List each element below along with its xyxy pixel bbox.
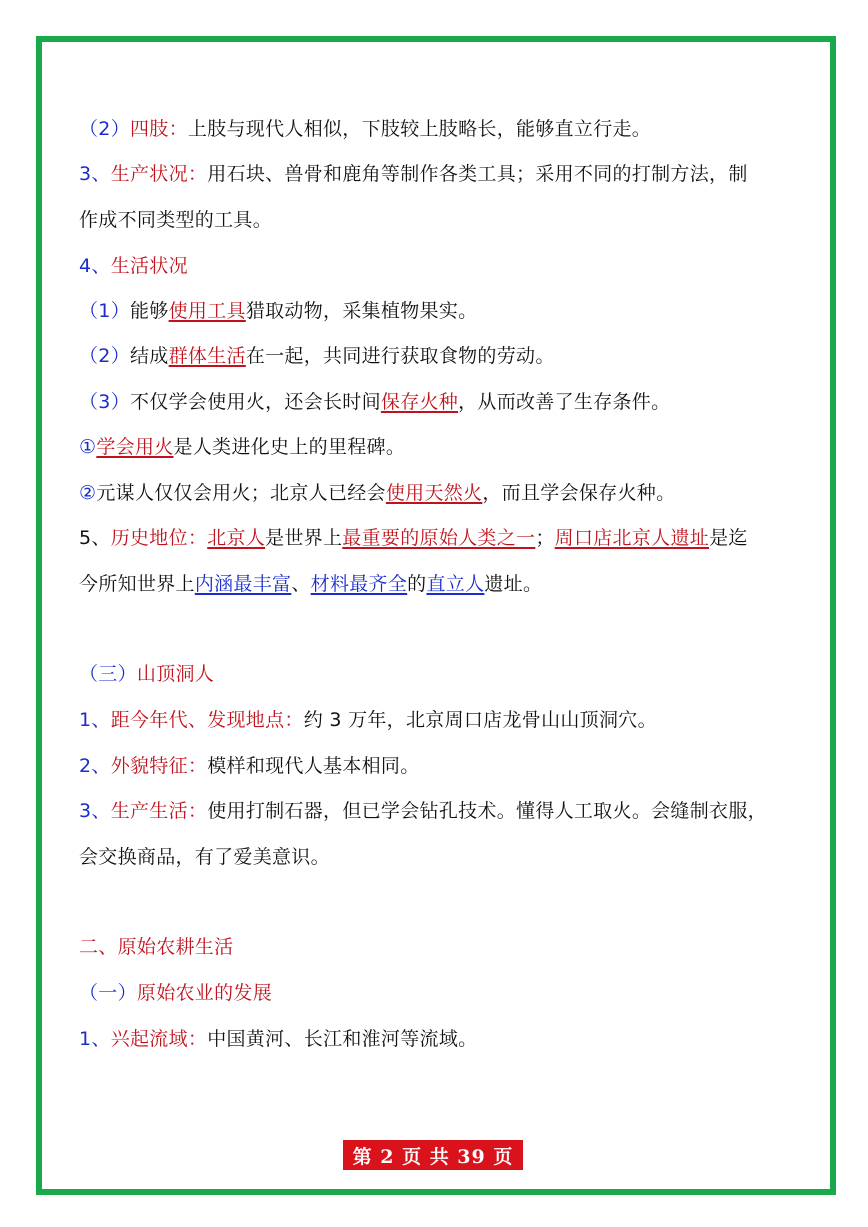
key-term: 使用工具 xyxy=(168,300,246,322)
circled-number: ① xyxy=(79,436,97,458)
key-term: 保存火种 xyxy=(380,391,459,413)
body-text: 用石块、兽骨和鹿角等制作各类工具；采用不同的打制方法，制 xyxy=(207,163,748,185)
body-text: 是世界上 xyxy=(265,527,343,549)
item-number: 3、 xyxy=(79,163,111,185)
body-text: 在一起，共同进行获取食物的劳动。 xyxy=(245,345,555,367)
text-line-production-cont xyxy=(79,208,272,232)
text-line-living-3 xyxy=(79,390,670,414)
body-text: 是迄 xyxy=(709,527,748,549)
text-line-production-life xyxy=(79,799,767,823)
page-number-text: 第 2 页 共 39 页 xyxy=(352,1145,514,1168)
item-number: （2） xyxy=(79,118,130,140)
section-label: 距今年代、发现地点： xyxy=(110,709,304,731)
text-line-historical-status xyxy=(79,526,748,550)
heading-agriculture-development xyxy=(79,981,272,1005)
key-term: 群体生活 xyxy=(168,345,246,367)
section-label: 兴起流域： xyxy=(110,1028,208,1050)
section-label: 山顶洞人 xyxy=(136,663,215,685)
body-text: 、 xyxy=(291,573,311,595)
section-heading: 二、原始农耕生活 xyxy=(79,936,234,958)
item-number: （2） xyxy=(79,345,130,367)
text-line-limbs xyxy=(79,117,651,141)
item-number: （1） xyxy=(79,300,130,322)
text-line-production xyxy=(79,162,748,186)
body-text: ，而且学会保存火种。 xyxy=(482,482,676,504)
section-label: 生产状况： xyxy=(110,163,208,185)
text-line-fire-milestone xyxy=(79,435,405,459)
body-text: 中国黄河、长江和淮河等流域。 xyxy=(207,1028,478,1050)
key-term: 直立人 xyxy=(426,573,485,595)
body-text: 会交换商品，有了爱美意识。 xyxy=(79,846,330,868)
key-term: 使用天然火 xyxy=(385,482,483,504)
text-line-fire-comparison xyxy=(79,481,675,505)
body-text: 猎取动物，采集植物果实。 xyxy=(245,300,478,322)
body-text: 结成 xyxy=(130,345,169,367)
item-number: 2、 xyxy=(79,755,111,777)
section-label: 生活状况 xyxy=(110,255,188,277)
section-label: 外貌特征： xyxy=(110,755,208,777)
body-text: 作成不同类型的工具。 xyxy=(79,209,273,231)
body-text: 使用打制石器，但已学会钻孔技术。懂得人工取火。会缝制衣服， xyxy=(207,800,767,822)
item-number: （三） xyxy=(79,663,137,685)
body-text: 遗址。 xyxy=(484,573,543,595)
text-line-era-location xyxy=(79,708,657,732)
body-text: 今所知世界上 xyxy=(79,573,195,595)
section-label: 历史地位： xyxy=(110,527,208,549)
key-term: 内涵最丰富 xyxy=(194,573,292,595)
key-term: 周口店北京人遗址 xyxy=(554,527,710,549)
item-number: （3） xyxy=(79,391,130,413)
text-line-historical-status-cont xyxy=(79,572,542,596)
key-term: 材料最齐全 xyxy=(310,573,408,595)
heading-upper-cave-man xyxy=(79,662,214,686)
text-line-living-heading xyxy=(79,254,188,278)
item-number: （一） xyxy=(79,982,137,1004)
body-text: 上肢与现代人相似，下肢较上肢略长，能够直立行走。 xyxy=(187,118,652,140)
heading-primitive-farming xyxy=(79,935,233,959)
text-line-living-2 xyxy=(79,344,555,368)
body-text: 模样和现代人基本相同。 xyxy=(207,755,420,777)
item-number: 3、 xyxy=(79,800,111,822)
circled-number: ② xyxy=(79,482,97,504)
body-text: 元谋人仅仅会用火；北京人已经会 xyxy=(96,482,386,504)
section-label: 生产生活： xyxy=(110,800,208,822)
item-number: 1、 xyxy=(79,709,111,731)
body-text: 不仅学会使用火，还会长时间 xyxy=(130,391,381,413)
page-number-badge xyxy=(343,1140,523,1170)
key-term: 学会用火 xyxy=(96,436,174,458)
body-text: ； xyxy=(535,527,555,549)
body-text: 约 3 万年，北京周口店龙骨山山顶洞穴。 xyxy=(303,709,657,731)
text-line-appearance xyxy=(79,754,420,778)
body-text: 的 xyxy=(407,573,427,595)
body-text: 能够 xyxy=(130,300,169,322)
key-term: 最重要的原始人类之一 xyxy=(342,527,536,549)
text-line-production-life-cont xyxy=(79,845,330,869)
section-label: 四肢： xyxy=(130,118,188,140)
body-text: ，从而改善了生存条件。 xyxy=(458,391,671,413)
text-line-river-basins xyxy=(79,1027,477,1051)
item-number: 1、 xyxy=(79,1028,111,1050)
text-line-living-1 xyxy=(79,299,477,323)
item-number: 4、 xyxy=(79,255,111,277)
body-text: 是人类进化史上的里程碑。 xyxy=(173,436,406,458)
section-label: 原始农业的发展 xyxy=(136,982,273,1004)
item-number: 5、 xyxy=(79,527,111,549)
key-term: 北京人 xyxy=(207,527,266,549)
